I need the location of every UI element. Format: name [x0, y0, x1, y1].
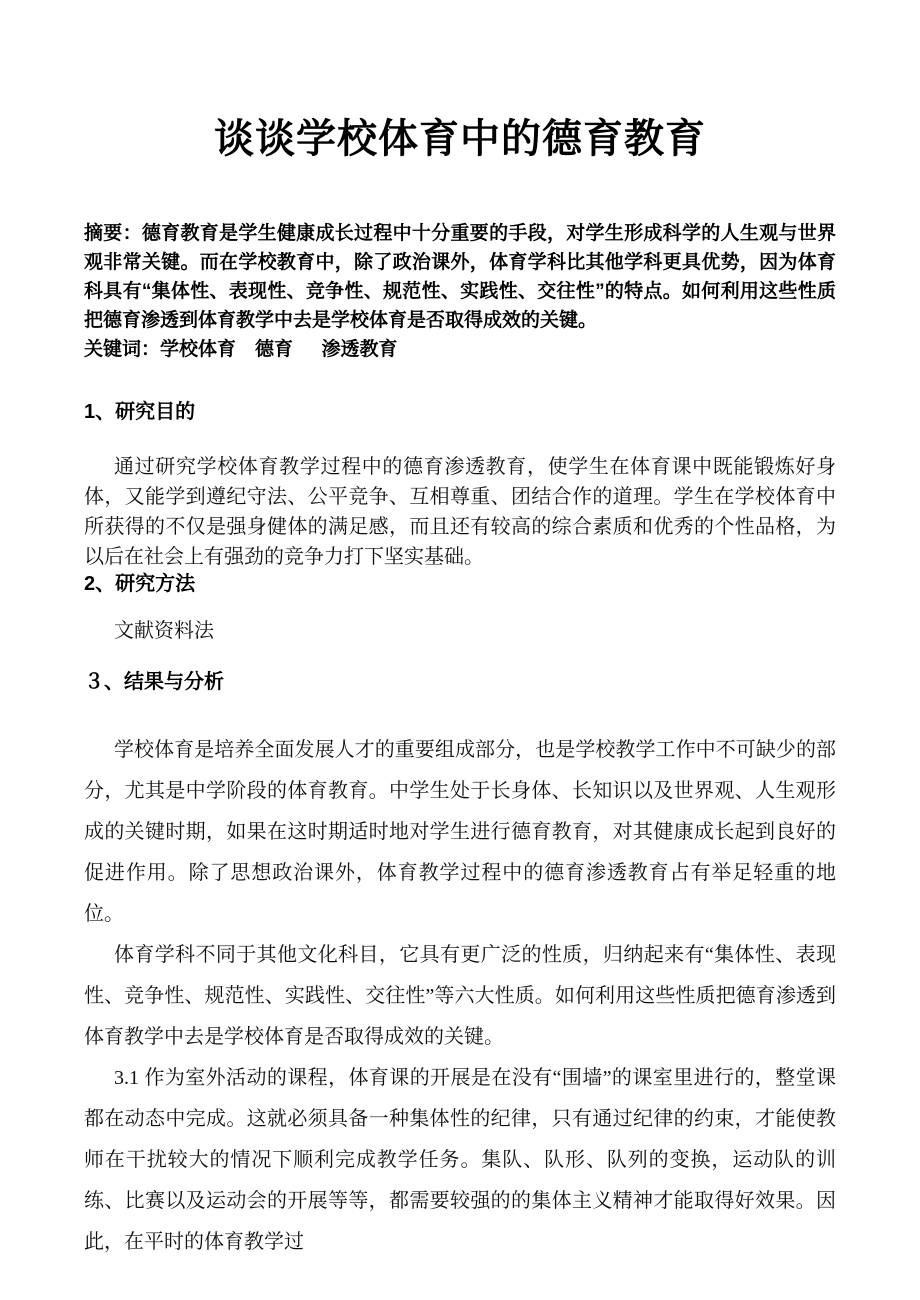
- abstract-text: 德育教育是学生健康成长过程中十分重要的手段，对学生形成科学的人生观与世界观非常关键。而在学校教育中，除了政治课外，体育学科比其他学科更具优势，因为体育科具有“集体性、表现性、竞争性、规范性、实践性、交往性”的特点。如何利用这些性质把德育渗透到体育教学中去是学校体育是否取得成效的关键。: [84, 223, 836, 331]
- section-heading-results-analysis: ３、结果与分析: [84, 671, 224, 693]
- paragraph-results-3: 3.1 作为室外活动的课程，体育课的开展是在没有“围墙”的课室里进行的，整堂课都在动态中完成。这就必须具备一种集体性的纪律，只有通过纪律的约束，才能使教师在干扰较大的情况下顺利完成教学任务。集队、队形、队列的变换，运动队的训练、比赛以及运动会的开展等等，都需要较强的的集体主义精神才能取得好效果。因此，在平时的体育教学过: [84, 1067, 836, 1253]
- paragraph-research-method: 文献资料法: [114, 620, 214, 642]
- keyword-school-pe: 学校体育: [160, 339, 237, 360]
- abstract-paragraph: [84, 219, 836, 335]
- section-heading-research-method: 2、研究方法: [84, 573, 196, 595]
- keywords-line: [84, 335, 836, 364]
- paragraph-results-1: 学校体育是培养全面发展人才的重要组成部分，也是学校教学工作中不可缺少的部分，尤其是中学阶段的体育教育。中学生处于长身体、长知识以及世界观、人生观形成的关键时期，如果在这时期适时地对学生进行德育教育，对其健康成长起到良好的促进作用。除了思想政治课外，体育教学过程中的德育渗透教育占有举足轻重的地位。: [84, 739, 836, 925]
- document-title: 谈谈学校体育中的德育教育: [214, 117, 706, 161]
- abstract-label: 摘要：: [84, 223, 142, 244]
- paragraph-results-2: 体育学科不同于其他文化科目，它具有更广泛的性质，归纳起来有“集体性、表现性、竞争性、规范性、实践性、交往性”等六大性质。如何利用这些性质把德育渗透到体育教学中去是学校体育是否取得成效的关键。: [84, 944, 836, 1048]
- keyword-infiltration-education: 渗透教育: [321, 339, 398, 360]
- paragraph-research-purpose: 通过研究学校体育教学过程中的德育渗透教育，使学生在体育课中既能锻炼好身体，又能学到遵纪守法、公平竞争、互相尊重、团结合作的道理。学生在学校体育中所获得的不仅是强身健体的满足感，而且还有较高的综合素质和优秀的个性品格，为以后在社会上有强劲的竞争力打下坚实基础。: [84, 456, 836, 568]
- keywords-label: 关键词：: [84, 339, 161, 360]
- keyword-moral-education: 德育: [255, 339, 294, 360]
- section-heading-research-purpose: 1、研究目的: [84, 401, 196, 423]
